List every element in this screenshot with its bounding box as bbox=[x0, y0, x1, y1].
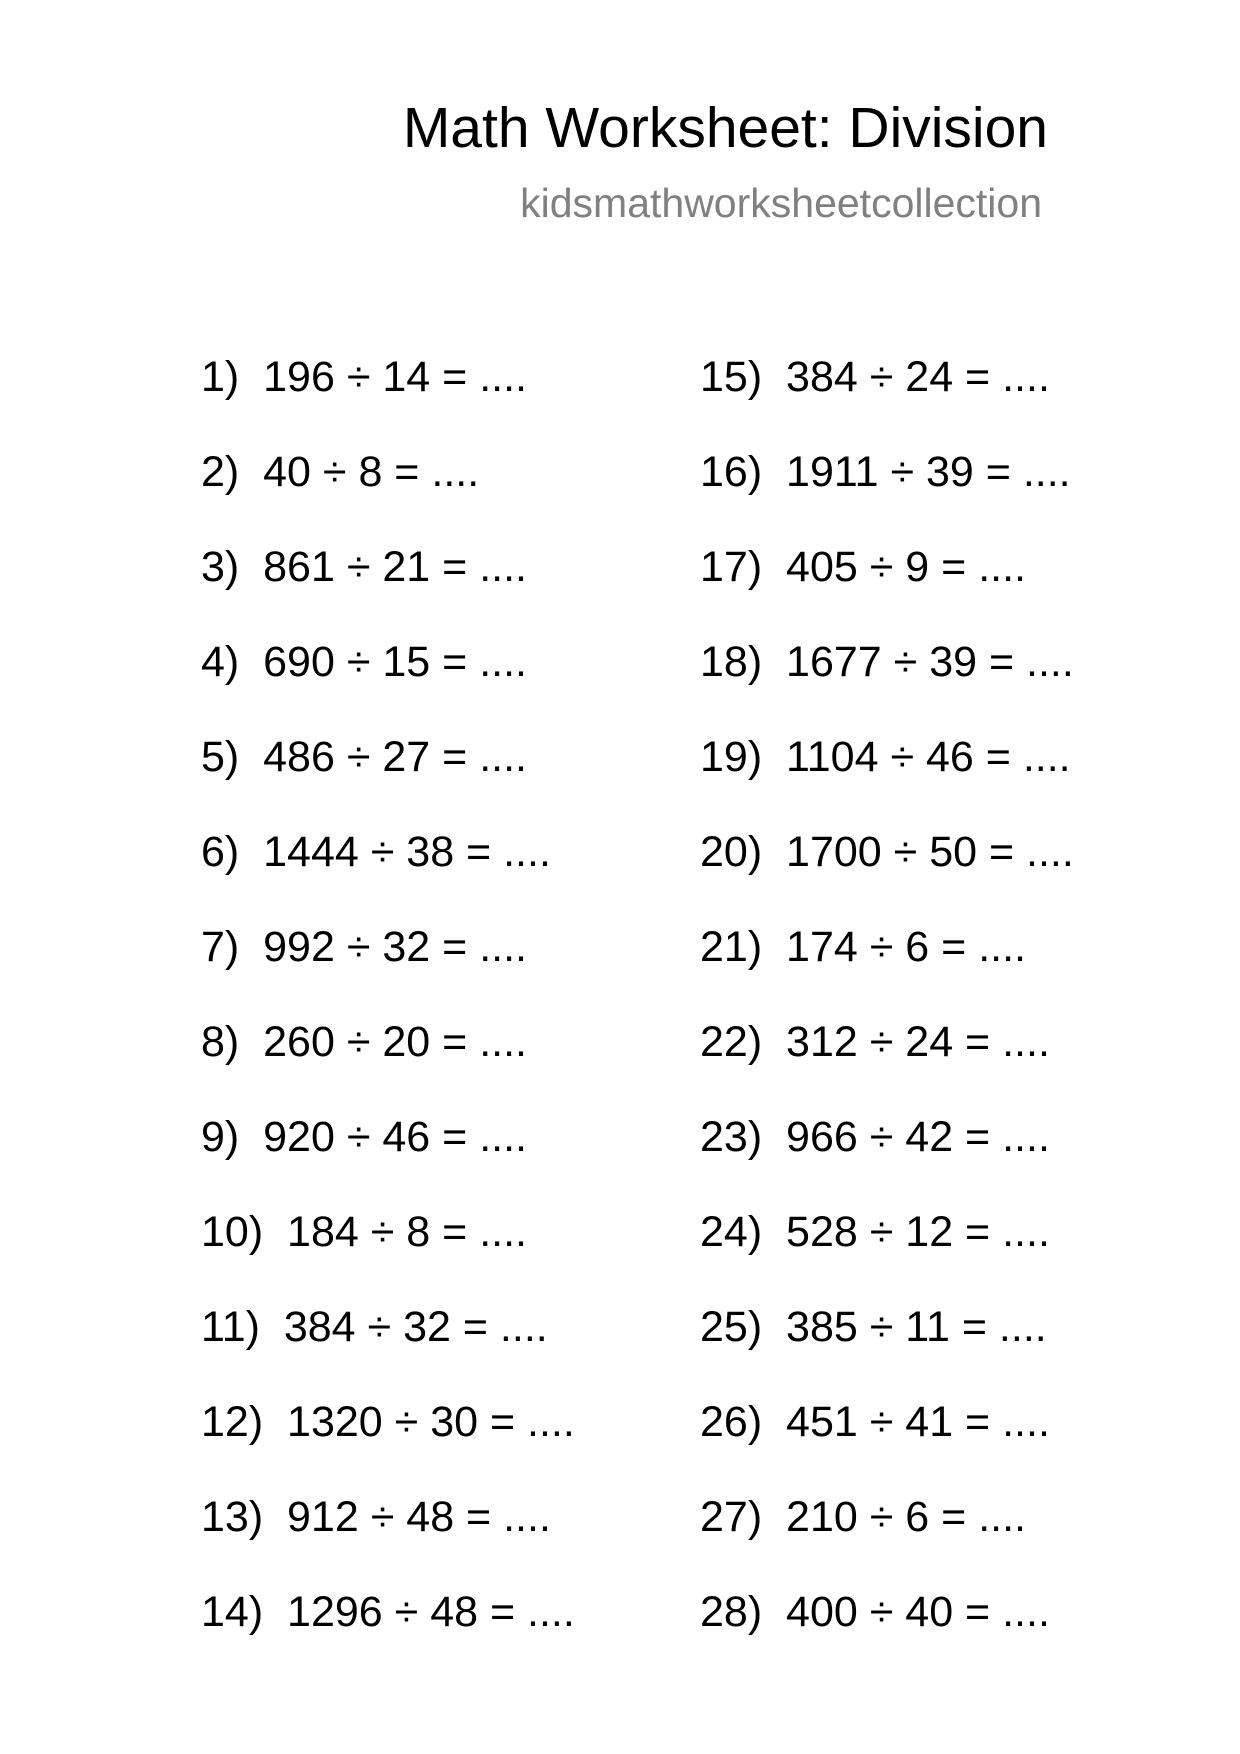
division-problem: 28) 400 ÷ 40 = .... bbox=[700, 1588, 1050, 1636]
division-problem: 6) 1444 ÷ 38 = .... bbox=[201, 828, 551, 876]
division-problem: 22) 312 ÷ 24 = .... bbox=[700, 1018, 1050, 1066]
division-problem: 3) 861 ÷ 21 = .... bbox=[201, 543, 527, 591]
division-problem: 4) 690 ÷ 15 = .... bbox=[201, 638, 527, 686]
division-problem: 13) 912 ÷ 48 = .... bbox=[201, 1493, 551, 1541]
division-problem: 17) 405 ÷ 9 = .... bbox=[700, 543, 1026, 591]
division-problem: 1) 196 ÷ 14 = .... bbox=[201, 353, 527, 401]
division-problem: 11) 384 ÷ 32 = .... bbox=[201, 1303, 548, 1351]
worksheet-source: kidsmathworksheetcollection bbox=[520, 180, 1042, 226]
division-problem: 14) 1296 ÷ 48 = .... bbox=[201, 1588, 575, 1636]
division-problem: 24) 528 ÷ 12 = .... bbox=[700, 1208, 1050, 1256]
division-problem: 5) 486 ÷ 27 = .... bbox=[201, 733, 527, 781]
division-problem: 18) 1677 ÷ 39 = .... bbox=[700, 638, 1074, 686]
division-problem: 25) 385 ÷ 11 = .... bbox=[700, 1303, 1047, 1351]
division-problem: 8) 260 ÷ 20 = .... bbox=[201, 1018, 527, 1066]
division-problem: 16) 1911 ÷ 39 = .... bbox=[700, 448, 1071, 496]
division-problem: 9) 920 ÷ 46 = .... bbox=[201, 1113, 527, 1161]
division-problem: 10) 184 ÷ 8 = .... bbox=[201, 1208, 527, 1256]
division-problem: 27) 210 ÷ 6 = .... bbox=[700, 1493, 1026, 1541]
division-problem: 21) 174 ÷ 6 = .... bbox=[700, 923, 1026, 971]
division-problem: 7) 992 ÷ 32 = .... bbox=[201, 923, 527, 971]
division-problem: 20) 1700 ÷ 50 = .... bbox=[700, 828, 1074, 876]
problems-column-left bbox=[201, 353, 575, 1683]
worksheet-title: Math Worksheet: Division bbox=[402, 96, 1048, 160]
division-problem: 19) 1104 ÷ 46 = .... bbox=[700, 733, 1071, 781]
division-problem: 12) 1320 ÷ 30 = .... bbox=[201, 1398, 575, 1446]
division-problem: 2) 40 ÷ 8 = .... bbox=[201, 448, 480, 496]
problems-column-right bbox=[700, 353, 1074, 1683]
division-problem: 15) 384 ÷ 24 = .... bbox=[700, 353, 1050, 401]
division-problem: 23) 966 ÷ 42 = .... bbox=[700, 1113, 1050, 1161]
division-problem: 26) 451 ÷ 41 = .... bbox=[700, 1398, 1050, 1446]
